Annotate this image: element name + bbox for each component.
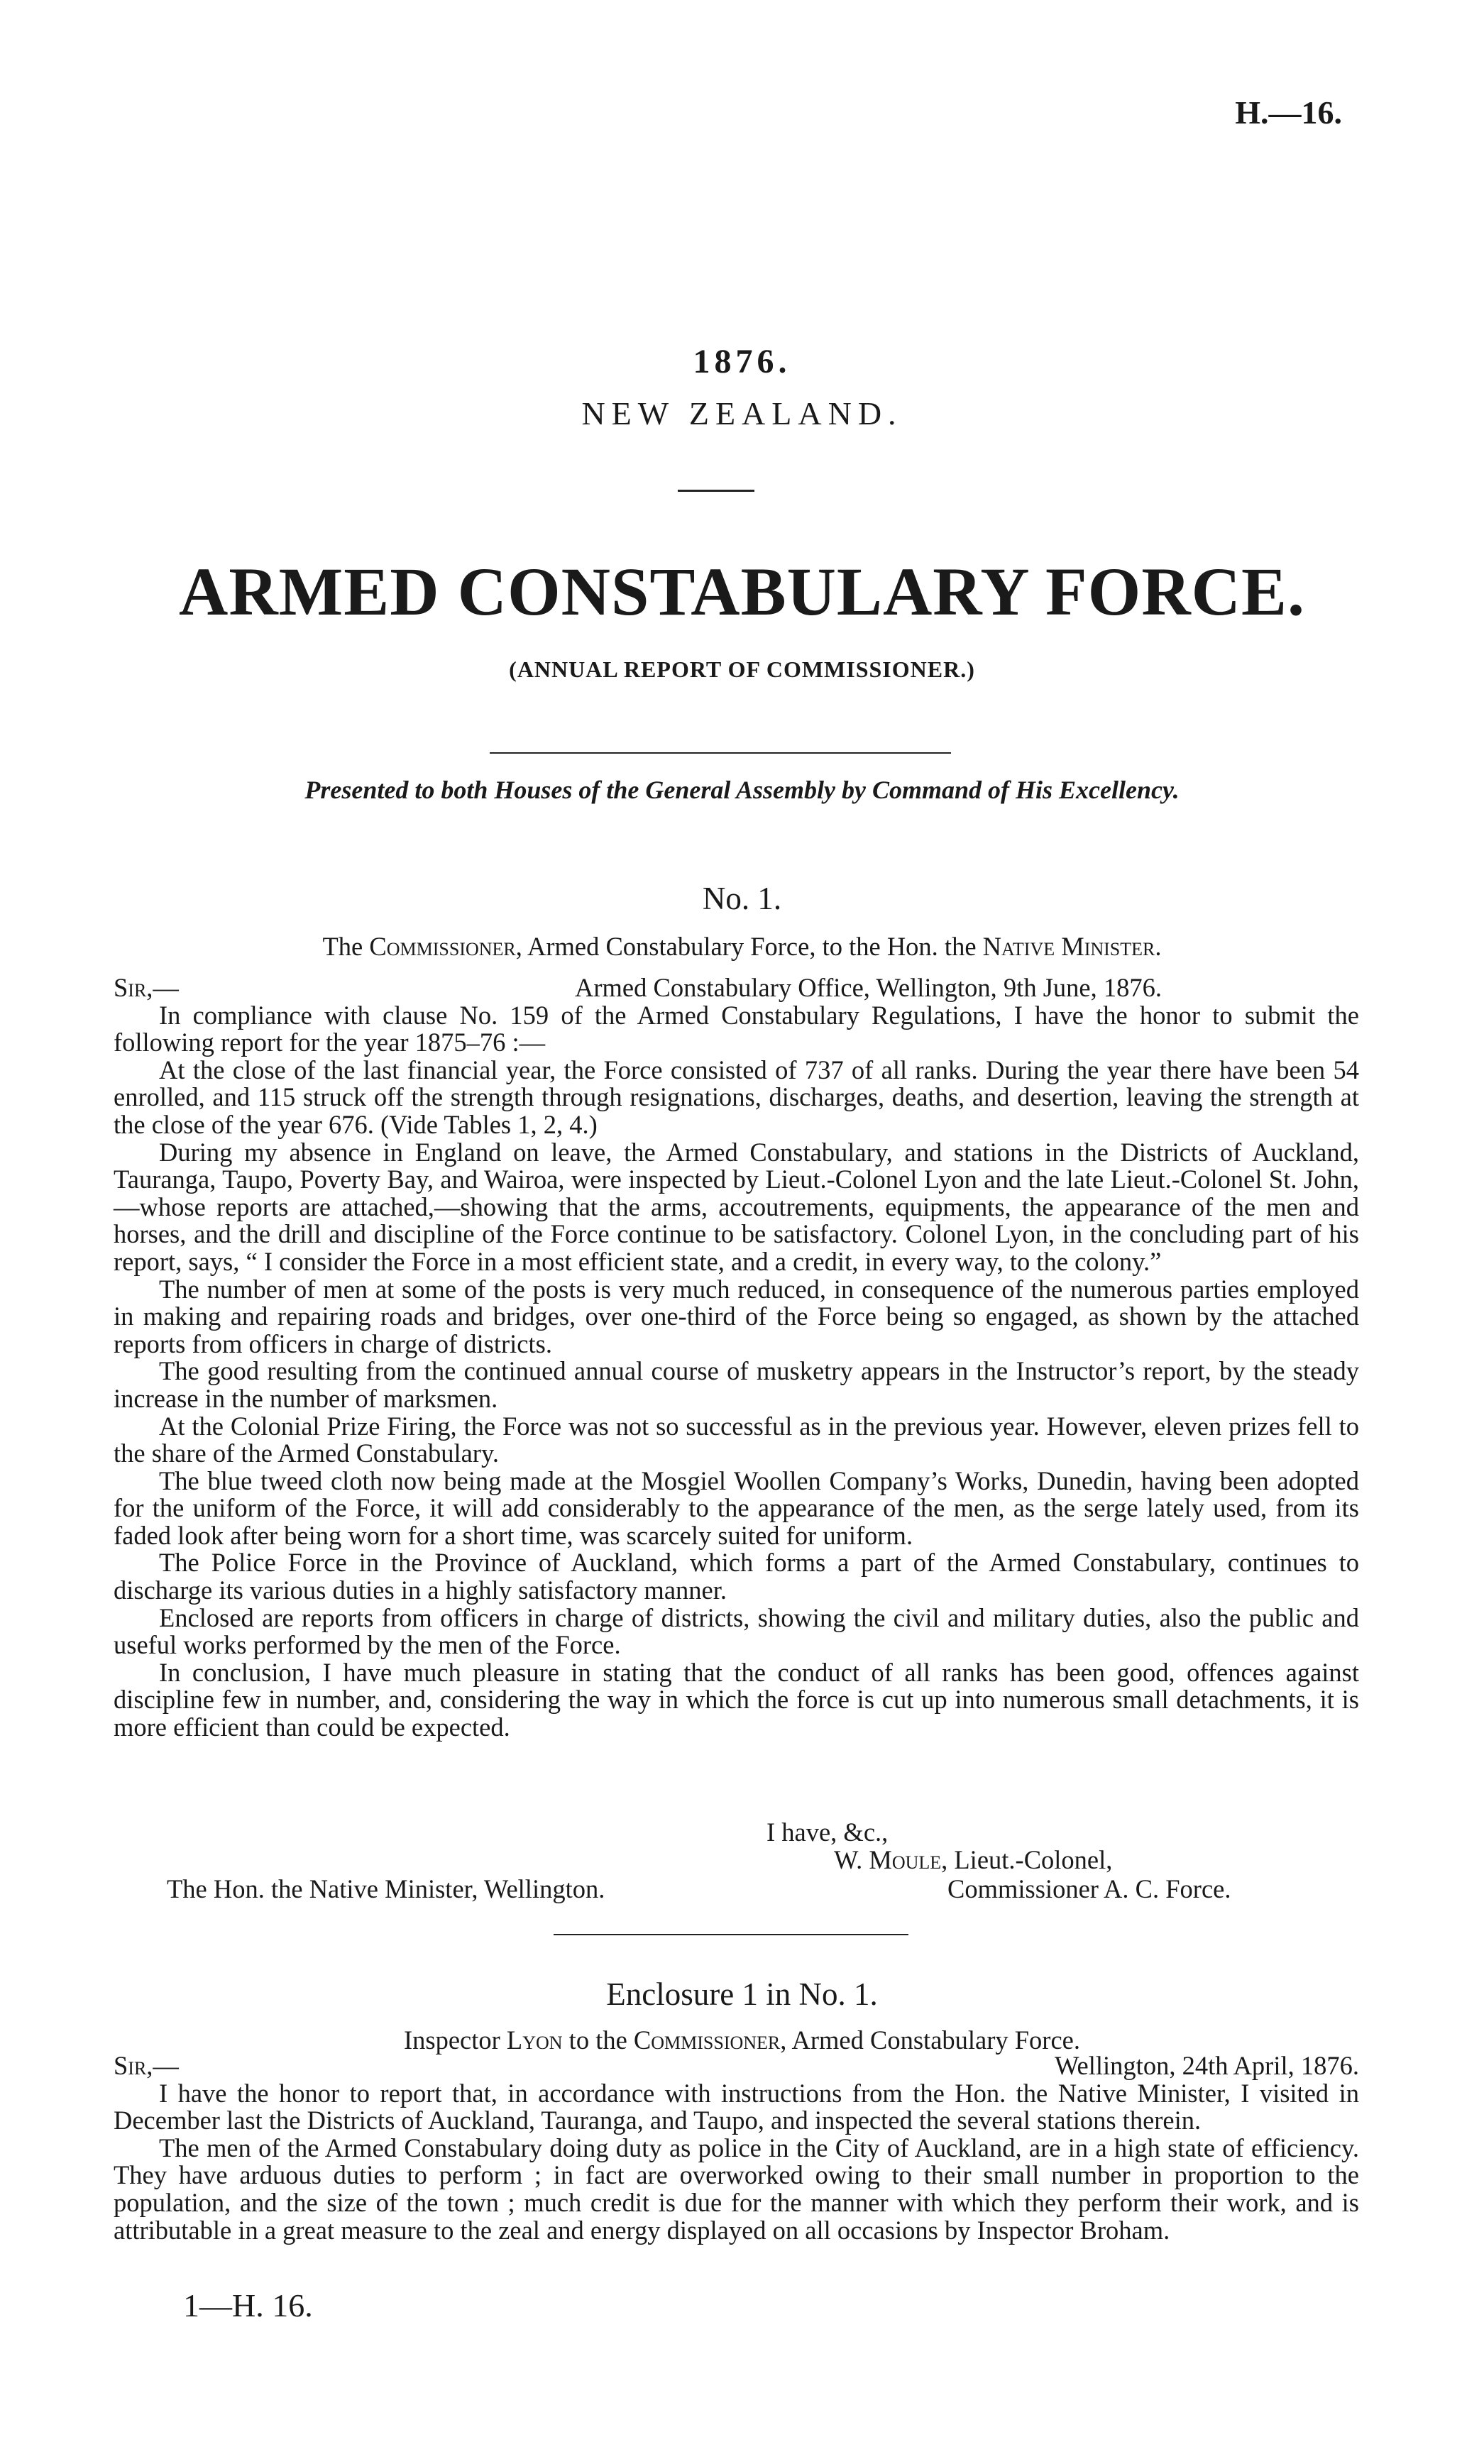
enclosure-line-text: , Armed Constabulary Force. xyxy=(780,2025,1080,2055)
presented-line: Presented to both Houses of the General Assembly by Command of His Excellency. xyxy=(304,776,1180,804)
paragraph: During my absence in England on leave, the Armed Constabulary, and stations in the Districts of Auckland, Tauranga, Taupo, Poverty Bay, and Wairoa, were inspected by Lieut.-Colonel Lyon and the late Lieut.-Colonel St. John,—whose reports are attached,—showing that the arms, accoutrements, equipments, the appearance of the men and horses, and the drill and discipline of the Force continue to be satisfactory. Colonel Lyon, in the concluding part of his report, says, “ I consider the Force in a most efficient state, and a credit, in every way, to the colony.” xyxy=(114,1137,1359,1276)
salutation-row xyxy=(114,2052,1359,2080)
letter-to: Native Minister xyxy=(982,932,1155,961)
subtitle: (ANNUAL REPORT OF COMMISSIONER.) xyxy=(509,656,975,682)
country-name: NEW ZEALAND. xyxy=(581,395,903,431)
enclosure-to: Commissioner xyxy=(633,2025,781,2055)
title-divider xyxy=(678,490,754,492)
signature-text: , Lieut.-Colonel, xyxy=(941,1845,1113,1874)
paragraph: The good resulting from the continued annual course of musketry appears in the Instructor’s report, by the steady increase in the number of marksmen. xyxy=(114,1356,1359,1413)
enclosure-line-text: to the xyxy=(562,2025,634,2055)
signature-name: Moule xyxy=(869,1845,942,1874)
letter-body xyxy=(114,974,1359,1742)
signature-text: W. xyxy=(834,1845,869,1874)
paragraph: Enclosed are reports from officers in charge of districts, showing the civil and military duties, also the public and useful works performed by the men of the Force. xyxy=(114,1602,1359,1660)
letter-address: Armed Constabulary Office, Wellington, 9th June, 1876. xyxy=(575,973,1162,1002)
signature-title: Commissioner A. C. Force. xyxy=(947,1874,1231,1903)
salutation: Sir,— xyxy=(114,973,179,1002)
main-title: ARMED CONSTABULARY FORCE. xyxy=(178,554,1305,629)
letter-heading-text: , Armed Constabulary Force, to the Hon. the xyxy=(515,932,983,961)
letter-from: Commissioner xyxy=(369,932,516,961)
signature xyxy=(834,1844,1112,1875)
enclosure-heading: Enclosure 1 in No. 1. xyxy=(606,1976,878,2012)
closing-line: I have, &c., xyxy=(766,1817,889,1847)
paragraph: The men of the Armed Constabulary doing duty as police in the City of Auckland, are in a high state of efficiency. They have arduous duties to perform ; in fact are overworked owing to their small number in proportion to the population, and the size of the town ; much credit is due for the manner with which they perform their work, and is attributable in a great measure to the zeal and energy displayed on all occasions by Inspector Broham. xyxy=(114,2133,1359,2245)
letter-heading-text: The xyxy=(322,932,370,961)
salutation: Sir,— xyxy=(114,2051,179,2080)
enclosure-line-text: Inspector xyxy=(403,2025,507,2055)
subtitle-divider xyxy=(490,752,951,754)
section-divider xyxy=(554,1934,908,1935)
paragraph: The number of men at some of the posts is very much reduced, in consequence of the numerous parties employed in making and repairing roads and bridges, over one-third of the Force being so engaged, as shown by the attached reports from officers in charge of districts. xyxy=(114,1274,1359,1358)
paragraph: The blue tweed cloth now being made at the Mosgiel Woollen Company’s Works, Dunedin, having been adopted for the uniform of the Force, it will add considerably to the appearance of the men, as the serge lately used, from its faded look after being worn for a short time, was scarcely suited for uniform. xyxy=(114,1465,1359,1550)
paragraph: At the Colonial Prize Firing, the Force was not so successful as in the previous year. However, eleven prizes fell to the share of the Armed Constabulary. xyxy=(114,1411,1359,1468)
letter-number: No. 1. xyxy=(702,881,782,916)
paragraph: In conclusion, I have much pleasure in stating that the conduct of all ranks has been good, offences against discipline few in number, and, considering the way in which the force is cut up into numerous small detachments, it is more efficient than could be expected. xyxy=(114,1657,1359,1742)
salutation-row xyxy=(114,974,1359,1002)
report-year: 1876. xyxy=(693,343,791,380)
enclosure-address: Wellington, 24th April, 1876. xyxy=(1055,2051,1359,2080)
paragraph: In compliance with clause No. 159 of the Armed Constabulary Regulations, I have the honor to submit the following report for the year 1875–76 :— xyxy=(114,1000,1359,1057)
page-footer: 1—H. 16. xyxy=(183,2287,313,2323)
paragraph: The Police Force in the Province of Auckland, which forms a part of the Armed Constabulary, continues to discharge its various duties in a highly satisfactory manner. xyxy=(114,1548,1359,1605)
enclosure-from: Lyon xyxy=(506,2025,563,2055)
enclosure-body xyxy=(114,2052,1359,2244)
paragraph: At the close of the last financial year, the Force consisted of 737 of all ranks. During the year there have been 54 enrolled, and 115 struck off the strength through resignations, discharges, deaths, and desertion, leaving the strength at the close of the year 676. (Vide Tables 1, 2, 4.) xyxy=(114,1055,1359,1139)
paragraph: I have the honor to report that, in accordance with instructions from the Hon. the Native Minister, I visited in December last the Districts of Auckland, Tauranga, and Taupo, and inspected the several stations therein. xyxy=(114,2078,1359,2135)
letter-heading-text: . xyxy=(1155,932,1162,961)
addressee: The Hon. the Native Minister, Wellington. xyxy=(167,1874,605,1903)
document-reference: H.—16. xyxy=(1235,94,1342,131)
letter-heading xyxy=(0,931,1484,962)
